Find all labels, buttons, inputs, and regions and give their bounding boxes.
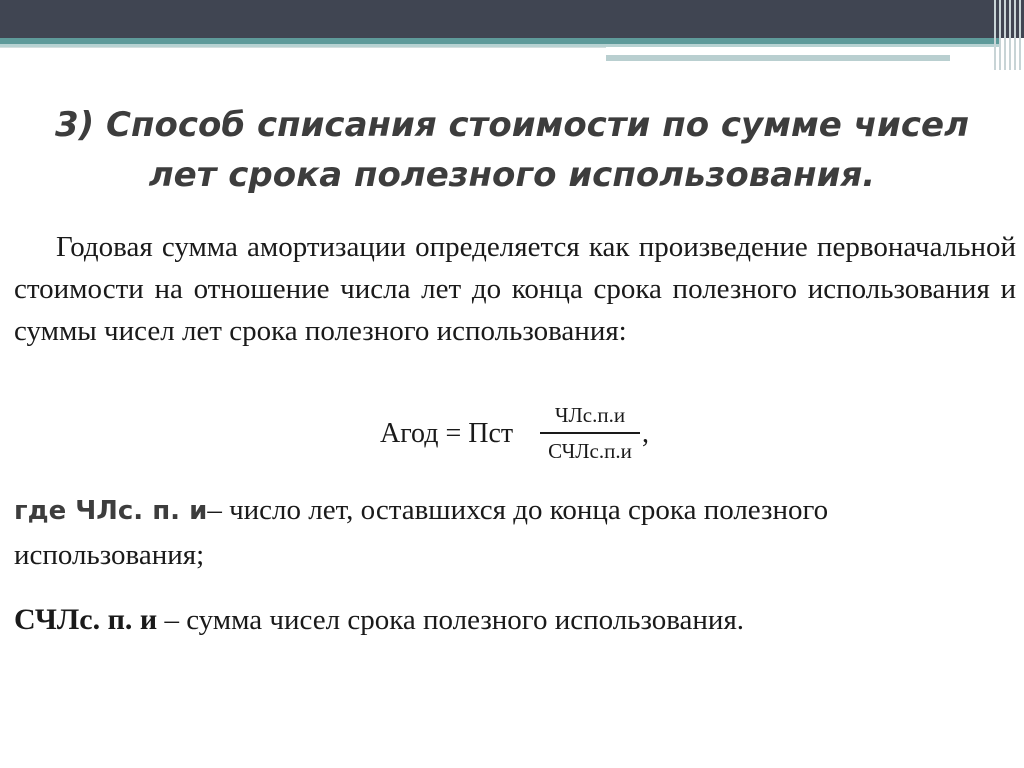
formula bbox=[380, 400, 680, 470]
body-paragraph: Годовая сумма амортизации определяется как произведение первоначальной стоимости на отношение числа лет до конца срока полезного использования и суммы чисел лет срока полезного использования: bbox=[14, 231, 1016, 347]
definition-1-text: – число лет, оставшихся до конца срока полезного использования; bbox=[14, 494, 829, 571]
slide-title bbox=[20, 100, 1004, 200]
formula-denominator: СЧЛс.п.и bbox=[548, 439, 632, 463]
accent-bar bbox=[606, 55, 950, 61]
formula-numerator: ЧЛс.п.и bbox=[554, 403, 626, 427]
definition-2-term: СЧЛс. п. и bbox=[14, 603, 158, 636]
divider bbox=[0, 47, 606, 48]
definition-1 bbox=[14, 488, 1014, 577]
definition-2 bbox=[14, 598, 1014, 642]
corner-decoration bbox=[992, 0, 1024, 70]
fraction-bar bbox=[540, 432, 640, 434]
slide-title-line-1: 3) Способ списания стоимости по сумме чисел bbox=[55, 105, 969, 145]
definition-2-text: – сумма чисел срока полезного использования. bbox=[157, 604, 745, 636]
formula-comma: , bbox=[642, 418, 649, 449]
formula-fraction bbox=[540, 402, 640, 464]
header-band bbox=[0, 0, 1024, 38]
definition-1-term: где ЧЛс. п. и bbox=[14, 496, 208, 526]
slide-title-line-2: лет срока полезного использования. bbox=[148, 155, 876, 195]
formula-lhs: Агод = Пст bbox=[380, 418, 514, 449]
